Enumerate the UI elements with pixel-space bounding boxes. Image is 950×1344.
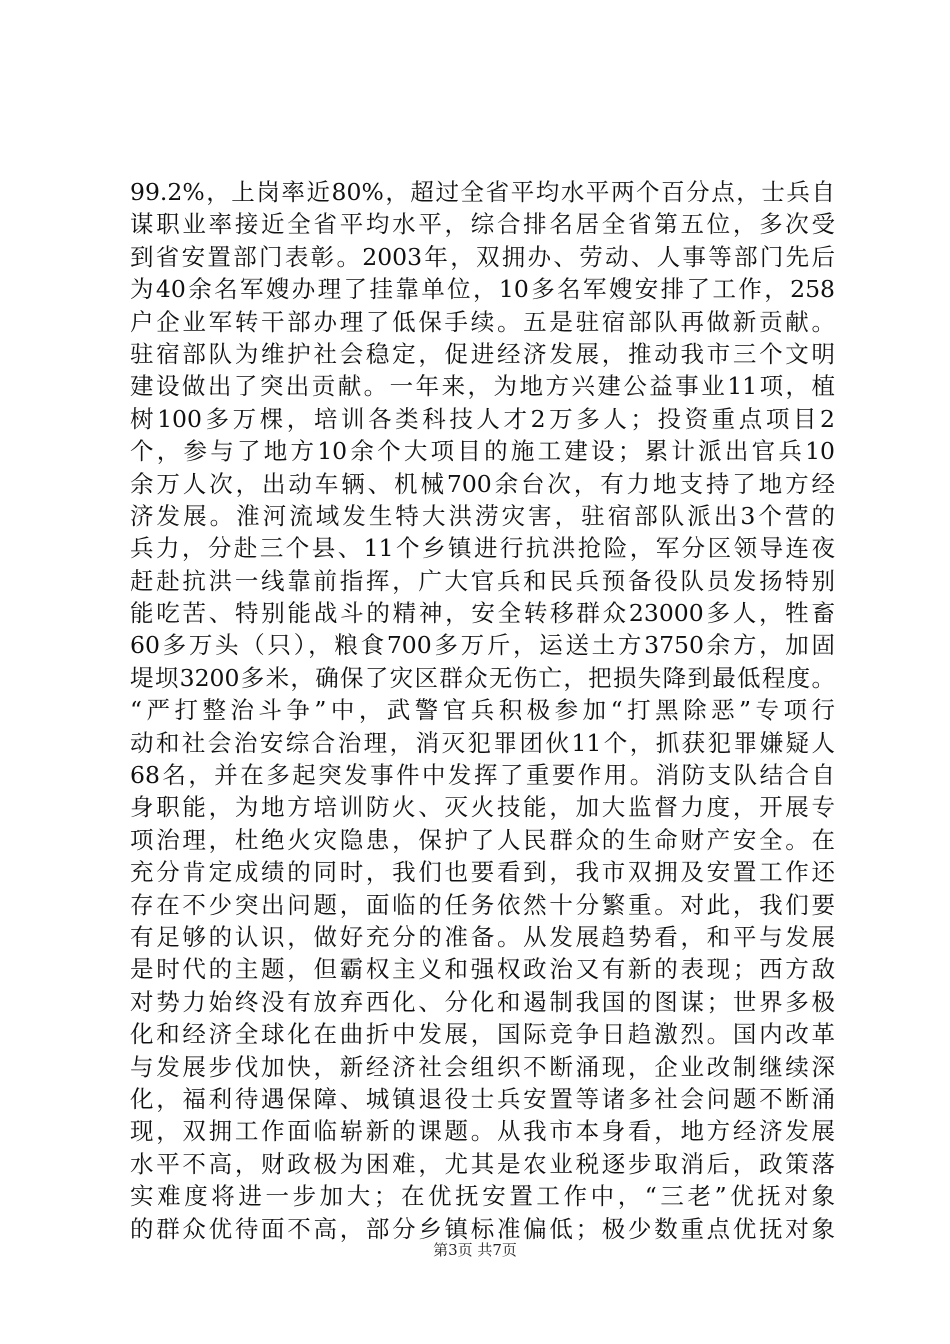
- text-line: 有足够的认识，做好充分的准备。从发展趋势看，和平与发展: [130, 922, 835, 951]
- text-line: 赶赴抗洪一线靠前指挥，广大官兵和民兵预备役队员发扬特别: [130, 566, 835, 595]
- text-line: 为40余名军嫂办理了挂靠单位，10多名军嫂安排了工作，258: [130, 275, 835, 304]
- text-line: 动和社会治安综合治理，消灭犯罪团伙11个，抓获犯罪嫌疑人: [130, 728, 835, 757]
- text-line: 对势力始终没有放弃西化、分化和遏制我国的图谋；世界多极: [130, 987, 835, 1016]
- text-line: 充分肯定成绩的同时，我们也要看到，我市双拥及安置工作还: [130, 858, 835, 887]
- text-line: 化，福利待遇保障、城镇退役士兵安置等诸多社会问题不断涌: [130, 1084, 835, 1113]
- text-line: 兵力，分赴三个县、11个乡镇进行抗洪抢险，军分区领导连夜: [130, 534, 835, 563]
- text-line: 建设做出了突出贡献。一年来，为地方兴建公益事业11项，植: [130, 372, 835, 401]
- text-line: 身职能，为地方培训防火、灭火技能，加大监督力度，开展专: [130, 793, 835, 822]
- text-line: 项治理，杜绝火灾隐患，保护了人民群众的生命财产安全。在: [130, 825, 835, 854]
- page-number-footer: 第3页 共7页: [433, 1241, 517, 1259]
- text-line: 到省安置部门表彰。2003年，双拥办、劳动、人事等部门先后: [130, 242, 835, 271]
- text-line: 99.2%，上岗率近80%，超过全省平均水平两个百分点，士兵自: [130, 178, 835, 206]
- text-line: 是时代的主题，但霸权主义和强权政治又有新的表现；西方敌: [130, 955, 835, 984]
- text-line: 户企业军转干部办理了低保手续。五是驻宿部队再做新贡献。: [130, 307, 835, 336]
- text-line: 实难度将进一步加大；在优抚安置工作中，“三老”优抚对象: [130, 1182, 835, 1211]
- text-line: 现，双拥工作面临崭新的课题。从我市本身看，地方经济发展: [130, 1117, 835, 1146]
- text-line: 存在不少突出问题，面临的任务依然十分繁重。对此，我们要: [130, 890, 835, 919]
- text-line: 济发展。淮河流域发生特大洪涝灾害，驻宿部队派出3个营的: [130, 501, 835, 530]
- body-text: [130, 176, 835, 1245]
- text-line: 与发展步伐加快，新经济社会组织不断涌现，企业改制继续深: [130, 1052, 835, 1081]
- text-line: 化和经济全球化在曲折中发展，国际竞争日趋激烈。国内改革: [130, 1020, 835, 1049]
- text-line: 堤坝3200多米，确保了灾区群众无伤亡，把损失降到最低程度。: [130, 663, 835, 692]
- text-line: 水平不高，财政极为困难，尤其是农业税逐步取消后，政策落: [130, 1149, 835, 1178]
- text-line: 68名，并在多起突发事件中发挥了重要作用。消防支队结合自: [130, 761, 835, 790]
- text-line: “严打整治斗争”中，武警官兵积极参加“打黑除恶”专项行: [130, 696, 835, 725]
- text-line: 能吃苦、特别能战斗的精神，安全转移群众23000多人，牲畜: [130, 599, 835, 628]
- text-line: 谋职业率接近全省平均水平，综合排名居全省第五位，多次受: [130, 210, 835, 239]
- text-line: 个，参与了地方10余个大项目的施工建设；累计派出官兵10: [130, 437, 835, 466]
- text-line: 余万人次，出动车辆、机械700余台次，有力地支持了地方经: [130, 469, 835, 498]
- text-line: 驻宿部队为维护社会稳定，促进经济发展，推动我市三个文明: [130, 339, 835, 368]
- text-line: 60多万头（只），粮食700多万斤，运送土方3750余方，加固: [130, 631, 835, 660]
- text-line: 树100多万棵，培训各类科技人才2万多人；投资重点项目2: [130, 404, 835, 433]
- text-line: 的群众优待面不高，部分乡镇标准偏低；极少数重点优抚对象: [130, 1214, 835, 1243]
